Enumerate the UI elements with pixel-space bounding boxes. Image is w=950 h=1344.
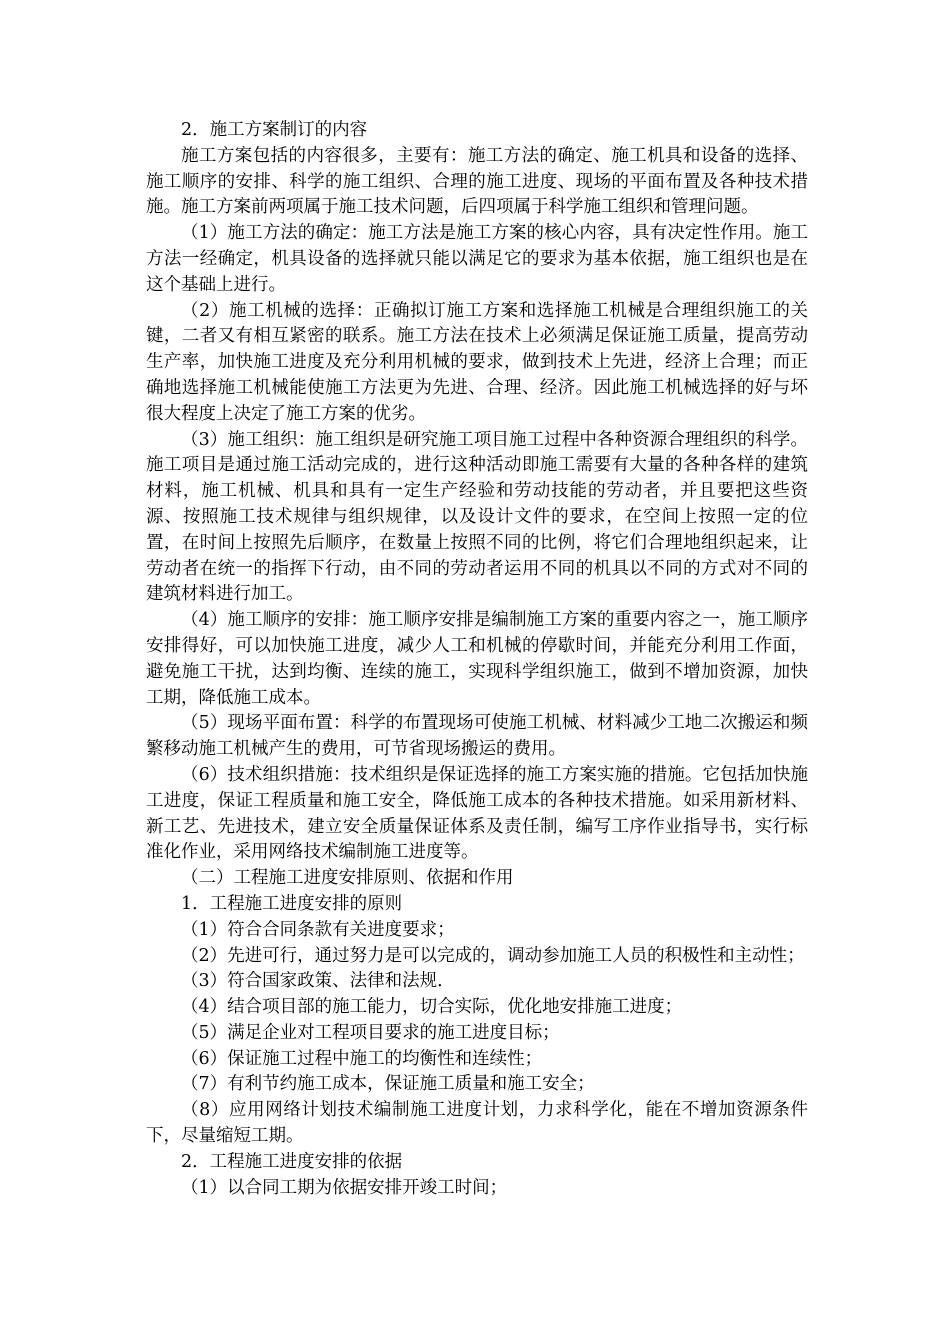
list-item: （3）符合国家政策、法律和法规． [181, 971, 455, 992]
list-item: （1）以合同工期为依据安排开竣工时间； [181, 1177, 508, 1198]
section-heading: 2．工程施工进度安排的依据 [181, 1151, 403, 1172]
list-item: （2）先进可行，通过努力是可以完成的，调动参加施工人员的积极性和主动性； [181, 945, 805, 966]
paragraph: （1）施工方法的确定：施工方法是施工方案的核心内容，具有决定性作用。施工方法一经确定，机具设备的选择就只能以满足它的要求为基本依据，施工组织也是在这个基础上进行。 [146, 223, 808, 295]
list-item: （6）保证施工过程中施工的均衡性和连续性； [181, 1048, 543, 1069]
list-item: （4）结合项目部的施工能力，切合实际，优化地安排施工进度； [181, 997, 683, 1018]
paragraph: （6）技术组织措施：技术组织是保证选择的施工方案实施的措施。它包括加快施工进度，保证工程质量和施工安全，降低施工成本的各种技术措施。如采用新材料、新工艺、先进技术，建立安全质量保证体系及责任制，编写工序作业指导书，实行标准化作业，采用网络技术编制施工进度等。 [146, 764, 808, 863]
list-item: （5）满足企业对工程项目要求的施工进度目标； [181, 1022, 560, 1043]
list-item: （8）应用网络计划技术编制施工进度计划，力求科学化，能在不增加资源条件下，尽量缩短工期。 [146, 1100, 808, 1147]
list-item: （1）符合合同条款有关进度要求； [181, 919, 455, 940]
paragraph: （4）施工顺序的安排：施工顺序安排是编制施工方案的重要内容之一，施工顺序安排得好，可以加快施工进度，减少人工和机械的停歇时间，并能充分利用工作面，避免施工干扰，达到均衡、连续的施工，实现科学组织施工，做到不增加资源，加快工期，降低施工成本。 [146, 610, 808, 708]
paragraph: （2）施工机械的选择：正确拟订施工方案和选择施工机械是合理组织施工的关键，二者又有相互紧密的联系。施工方法在技术上必须满足保证施工质量，提高劳动生产率，加快施工进度及充分利用机械的要求，做到技术上先进，经济上合理；而正确地选择施工机械能使施工方法更为先进、合理、经济。因此施工机械选择的好与坏很大程度上决定了施工方案的优劣。 [146, 300, 808, 424]
paragraph: （3）施工组织：施工组织是研究施工项目施工过程中各种资源合理组织的科学。施工项目是通过施工活动完成的，进行这种活动即施工需要有大量的各种各样的建筑材料，施工机械、机具和具有一定生产经验和劳动技能的劳动者，并且要把这些资源、按照施工技术规律与组织规律，以及设计文件的要求，在空间上按照一定的位置，在时间上按照先后顺序，在数量上按照不同的比例，将它们合理地组织起来，让劳动者在统一的指挥下行动，由不同的劳动者运用不同的机具以不同的方式对不同的建筑材料进行加工。 [146, 429, 808, 605]
section-heading: 2．施工方案制订的内容 [181, 120, 368, 140]
paragraph: 施工方案包括的内容很多，主要有：施工方法的确定、施工机具和设备的选择、施工顺序的安排、科学的施工组织、合理的施工进度、现场的平面布置及各种技术措施。施工方案前两项属于施工技术问题，后四项属于科学施工组织和管理问题。 [146, 145, 808, 218]
section-heading: 1．工程施工进度安排的原则 [181, 893, 403, 914]
paragraph: （5）现场平面布置：科学的布置现场可使施工机械、材料减少工地二次搬运和频繁移动施工机械产生的费用，可节省现场搬运的费用。 [146, 713, 808, 760]
list-item: （7）有利节约施工成本，保证施工质量和施工安全； [181, 1074, 595, 1095]
section-heading: （二）工程施工进度安排原则、依据和作用 [181, 868, 514, 889]
document-page [146, 118, 808, 1201]
